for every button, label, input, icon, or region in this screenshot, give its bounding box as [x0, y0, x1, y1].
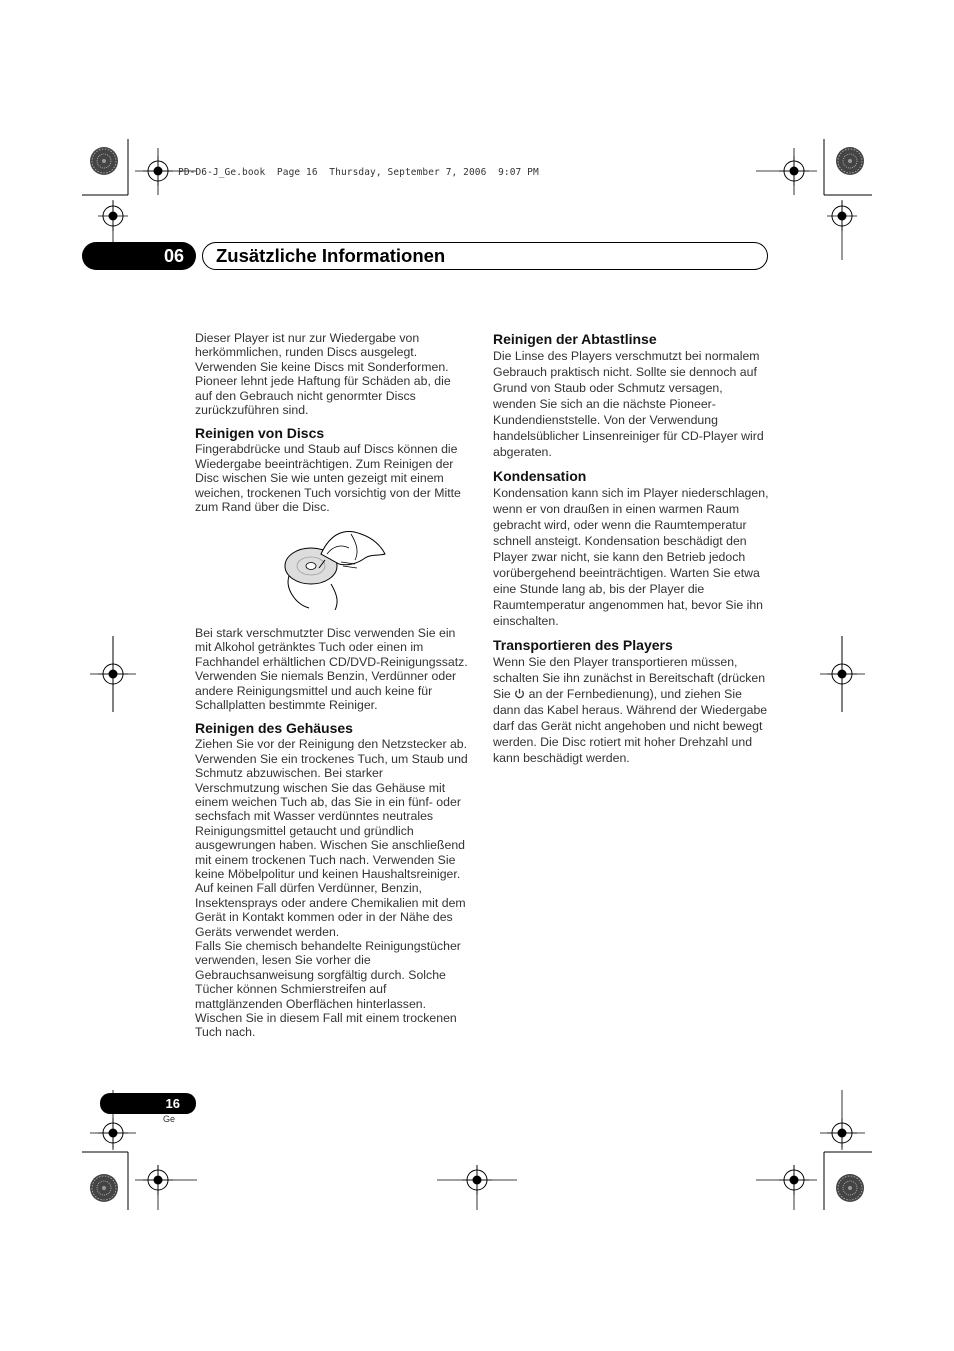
discs-paragraph-2: Bei stark verschmutzter Disc verwenden Sie ein mit Alkohol getränktes Tuch oder einen im Fachhandel erhältlichen CD/DVD-Reinigungssatz. Verwenden Sie niemals Benzin, Verdünner oder andere Reinigungsmittel und auch keine für Schallplatten bestimmte Reiniger. — [195, 625, 468, 712]
starburst-mark-icon — [90, 147, 118, 175]
chapter-title: Zusätzliche Informationen — [216, 245, 446, 266]
intro-paragraph: Dieser Player ist nur zur Wiedergabe von herkömmlichen, runden Discs ausgelegt. Verwenden Sie keine Discs mit Sonderformen. Pioneer lehnt jede Haftung für Schäden ab, die auf den Gebrauch nicht genormter Discs zurückzuführen sind. — [195, 331, 451, 418]
book-info-line: PD-D6-J_Ge.book Page 16 Thursday, September 7, 2006 9:07 PM — [178, 167, 539, 178]
discs-heading: Reinigen von Discs — [195, 425, 325, 442]
transport-paragraph — [493, 654, 769, 766]
power-icon — [514, 688, 525, 699]
condensation-heading: Kondensation — [493, 468, 587, 484]
starburst-mark-icon — [836, 1174, 864, 1202]
chapter-number: 06 — [82, 242, 196, 270]
starburst-mark-icon — [836, 147, 864, 175]
right-column — [493, 331, 769, 766]
left-column — [195, 331, 471, 1040]
housing-paragraph: Ziehen Sie vor der Reinigung den Netzstecker ab. Verwenden Sie ein trockenes Tuch, um Staub und Schmutz abzuwischen. Bei starker Verschmutzung wischen Sie das Gehäuse mit einem weichen Tuch ab, das Sie in ein fünf- oder sechsfach mit Wasser verdünntes neutrales Reinigungsmittel getaucht und gründlich ausgewrungen haben. Wischen Sie anschließend mit einem trockenen Tuch nach. Verwenden Sie keine Möbelpolitur und keinen Haushaltsreiniger. Auf keinen Fall dürfen Verdünner, Benzin, Insektensprays oder andere Chemikalien mit dem Gerät in Kontakt kommen oder in der Nähe des Geräts verwendet werden. — [195, 737, 468, 939]
lens-paragraph: Die Linse des Players verschmutzt bei normalem Gebrauch praktisch nicht. Sollte sie dennoch auf Grund von Staub oder Schmutz versagen, wenden Sie sich an die nächste Pioneer-Kundendienststelle. Von der Verwendung handelsüblicher Linsenreiniger für CD-Player wird abgeraten. — [493, 349, 764, 459]
page-number: 16 — [100, 1093, 196, 1114]
discs-paragraph: Fingerabdrücke und Staub auf Discs können die Wiedergabe beeinträchtigen. Zum Reinigen der Disc wischen Sie wie unten gezeigt mit einem weichen, trockenen Tuch vorsichtig von der Mitte zum Rand über die Disc. — [195, 442, 461, 515]
lens-heading: Reinigen der Abtastlinse — [493, 331, 657, 347]
starburst-mark-icon — [90, 1174, 118, 1202]
page-language: Ge — [163, 1114, 176, 1124]
disc-cleaning-illustration — [281, 524, 391, 610]
transport-heading: Transportieren des Players — [493, 637, 673, 653]
transport-text-end: an der Fernbedienung), und ziehen Sie dann das Kabel heraus. Während der Wiedergabe darf das Gerät nicht angehoben und nicht bewegt werden. Die Disc rotiert mit hoher Drehzahl und kann beschädigt werden. — [493, 687, 768, 765]
housing-heading: Reinigen des Gehäuses — [195, 720, 353, 737]
housing-paragraph-2: Falls Sie chemisch behandelte Reinigungstücher verwenden, lesen Sie vorher die Gebrauchsanweisung sorgfältig durch. Solche Tücher können Schmierstreifen auf mattglänzenden Oberflächen hinterlassen. Wischen Sie in diesem Fall mit einem trockenen Tuch nach. — [195, 939, 461, 1040]
condensation-paragraph: Kondensation kann sich im Player niederschlagen, wenn er von draußen in einen warmen Raum gebracht wird, oder wenn die Raumtemperatur schnell ansteigt. Kondensation beschädigt den Player zwar nicht, sie kann den Betrieb jedoch vorübergehend beeinträchtigen. Warten Sie etwa eine Stunde lang ab, bis der Player die Raumtemperatur angenommen hat, bevor Sie ihn einschalten. — [493, 486, 769, 628]
transport-text-start: Wenn Sie den Player transportieren müssen, schalten Sie ihn zunächst in Bereitschaft (drücken Sie — [493, 655, 766, 701]
